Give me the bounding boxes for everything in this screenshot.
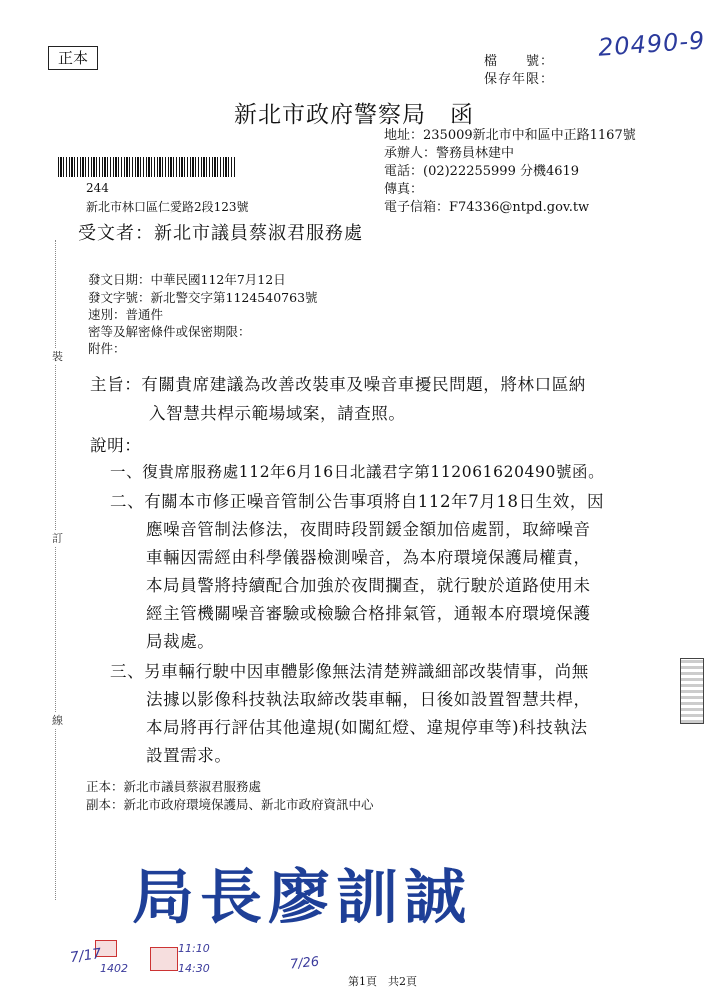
red-receipt-stamp xyxy=(150,947,178,971)
vertical-seal xyxy=(680,658,704,724)
subject-line-2: 入智慧共桿示範場域案，請查照。 xyxy=(149,404,406,423)
explanation-item-2-line-6: 局裁處。 xyxy=(146,632,215,651)
explanation-label: 說明： xyxy=(90,436,142,455)
handwritten-note-mid-2: 14:30 xyxy=(178,962,210,975)
issue-date: 發文日期：中華民國112年7月12日 xyxy=(88,272,286,287)
handwritten-note-right: 7/26 xyxy=(289,954,320,973)
email-address: 電子信箱：F74336@ntpd.gov.tw xyxy=(384,200,590,215)
explanation-item-3-line-4: 設置需求。 xyxy=(146,746,232,765)
explanation-item-3-line-1: 三、另車輛行駛中因車體影像無法清楚辨識細部改裝情事，尚無 xyxy=(110,662,589,681)
margin-mark-line: 線 xyxy=(52,714,63,727)
sender-address: 地址：235009新北市中和區中正路1167號 xyxy=(384,128,636,143)
margin-mark-order: 訂 xyxy=(52,532,63,545)
recipient: 受文者：新北市議員蔡淑君服務處 xyxy=(78,223,363,244)
explanation-item-2-line-4: 本局員警將持續配合加強於夜間攔查，就行駛於道路使用未 xyxy=(146,576,591,595)
handwritten-note-mid: 11:10 xyxy=(178,942,210,955)
margin-mark-bind: 裝 xyxy=(52,350,63,363)
subject-line-1: 主旨：有關貴席建議為改善改裝車及噪音車擾民問題，將林口區納 xyxy=(90,375,586,394)
page-number: 第1頁 共2頁 xyxy=(348,975,417,988)
retention-label: 保存年限： xyxy=(484,72,555,87)
mailing-address: 新北市林口區仁愛路2段123號 xyxy=(86,200,249,214)
handwritten-time: 1402 xyxy=(100,962,128,975)
distribution-copies: 副本：新北市政府環境保護局、新北市政府資訊中心 xyxy=(86,797,374,812)
explanation-item-1: 一、復貴席服務處112年6月16日北議君字第112061620490號函。 xyxy=(110,463,605,481)
explanation-item-2-line-3: 車輛因需經由科學儀器檢測噪音，為本府環境保護局權責， xyxy=(146,548,591,567)
postal-code: 244 xyxy=(86,181,109,195)
copy-type-label: 正本 xyxy=(48,46,98,70)
binding-line xyxy=(55,240,57,900)
classification: 密等及解密條件或保密期限： xyxy=(88,324,251,339)
distribution-original: 正本：新北市議員蔡淑君服務處 xyxy=(86,779,262,794)
director-signature-stamp: 局長廖訓誠 xyxy=(132,862,473,932)
file-number-label: 檔 號： xyxy=(484,54,555,69)
document-number: 發文字號：新北警交字第1124540763號 xyxy=(88,290,318,305)
explanation-item-3-line-3: 本局將再行評估其他違規(如闖紅燈、違規停車等)科技執法 xyxy=(146,718,588,737)
explanation-item-2-line-1: 二、有關本市修正噪音管制公告事項將自112年7月18日生效，因 xyxy=(110,492,605,511)
speed-category: 速別：普通件 xyxy=(88,307,164,322)
attachments: 附件： xyxy=(88,341,126,356)
mail-barcode xyxy=(58,157,236,177)
explanation-item-2-line-2: 應噪音管制法修法，夜間時段罰鍰金額加倍處罰，取締噪音 xyxy=(146,520,591,539)
explanation-item-2-line-5: 經主管機關噪音審驗或檢驗合格排氣管，通報本府環境保護 xyxy=(146,604,591,623)
fax-number: 傳真： xyxy=(384,182,424,197)
handwritten-file-number: 20490-9 xyxy=(597,26,707,62)
document-title: 新北市政府警察局 函 xyxy=(234,102,474,128)
explanation-item-3-line-2: 法據以影像科技執法取締改裝車輛，日後如設置智慧共桿， xyxy=(146,690,591,709)
handler-name: 承辦人：警務員林建中 xyxy=(384,146,515,161)
handwritten-date-left: 7/17 xyxy=(69,945,103,967)
phone-number: 電話：(02)22255999 分機4619 xyxy=(384,164,580,179)
